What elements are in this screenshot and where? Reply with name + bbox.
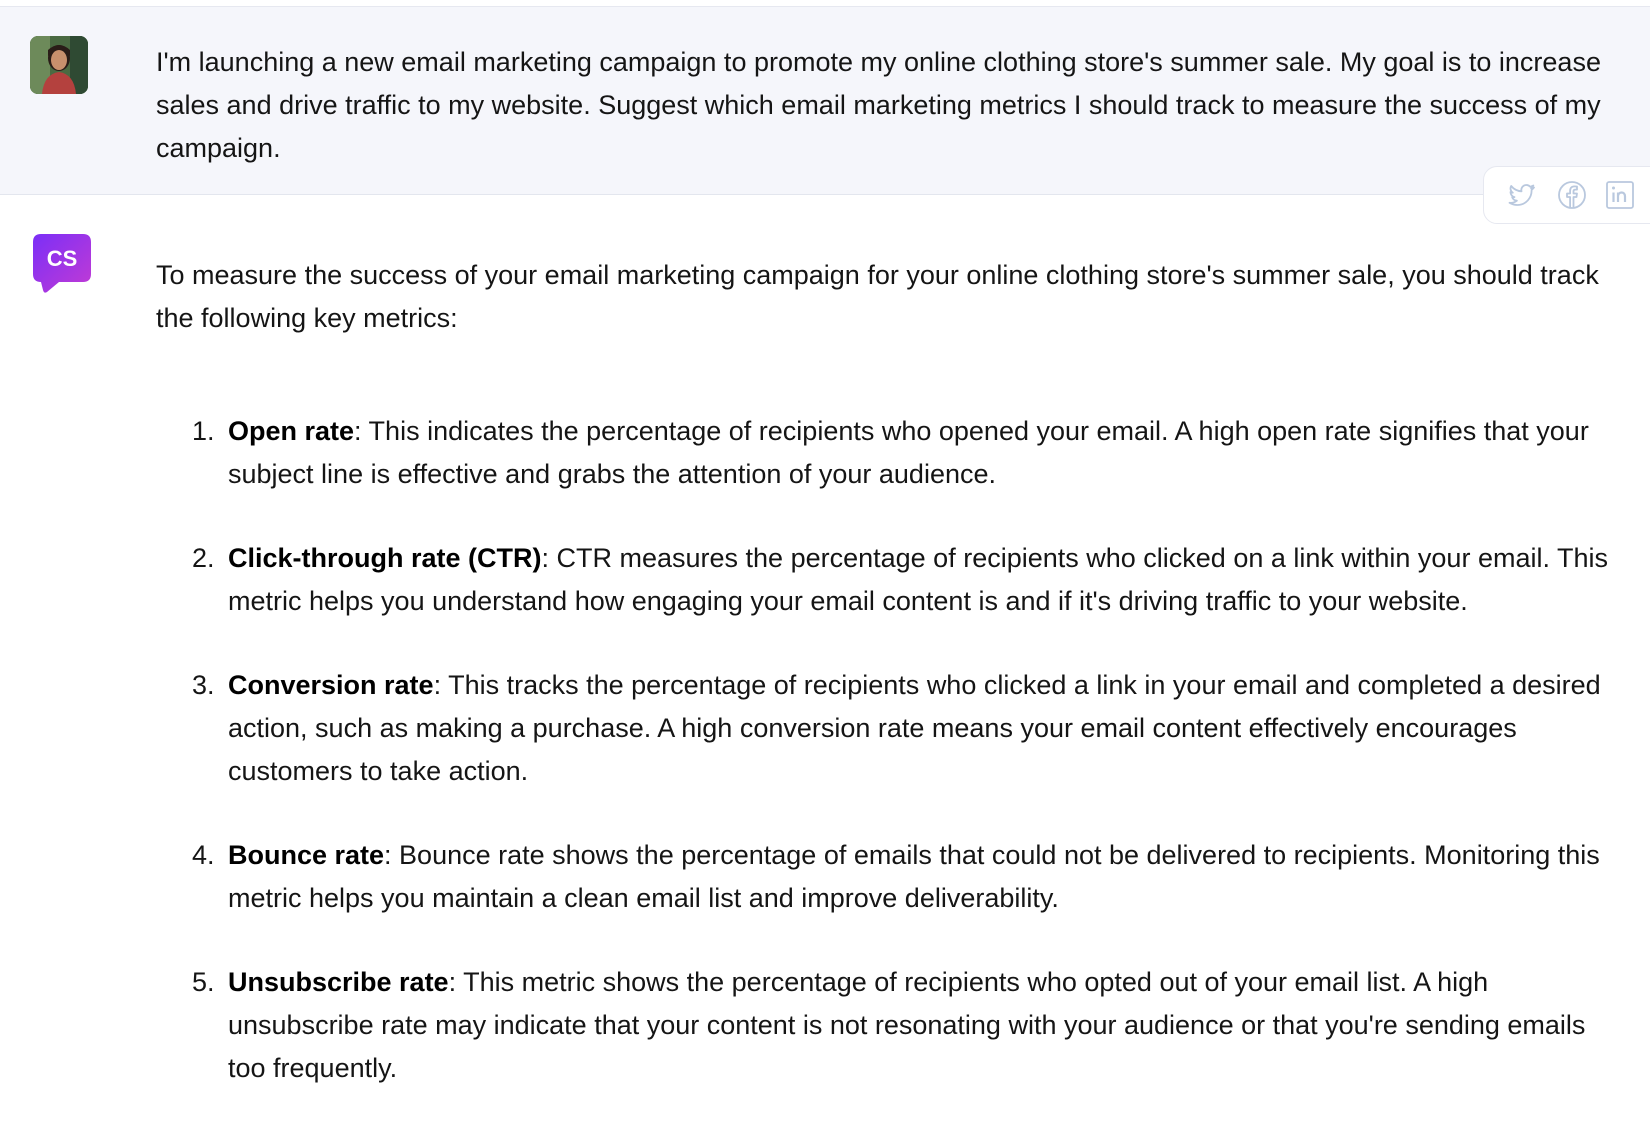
- assistant-logo-icon: [31, 232, 93, 294]
- assistant-avatar-text: CS: [46, 246, 78, 271]
- user-avatar: [30, 36, 88, 94]
- list-item: [192, 664, 1628, 793]
- list-item-number: 4.: [192, 840, 215, 870]
- metric-description: : CTR measures the percentage of recipients who clicked on a link within your email. This metric helps you understand how engaging your email content is and if it's driving traffic to your website.: [228, 543, 1608, 616]
- facebook-icon[interactable]: [1556, 179, 1588, 211]
- metric-name: Unsubscribe rate: [228, 967, 449, 997]
- assistant-avatar: [31, 232, 93, 294]
- metrics-list: [192, 410, 1628, 1131]
- metric-description: : This tracks the percentage of recipients who clicked a link in your email and completed a desired action, such as making a purchase. A high conversion rate means your email content effectively encourages customers to take action.: [228, 670, 1601, 786]
- list-item: [192, 961, 1628, 1090]
- metric-name: Click-through rate (CTR): [228, 543, 542, 573]
- list-item: [192, 410, 1628, 496]
- user-photo-icon: [30, 36, 88, 94]
- list-item-number: 3.: [192, 670, 215, 700]
- metric-name: Open rate: [228, 416, 355, 446]
- user-message-text: I'm launching a new email marketing campaign to promote my online clothing store's summer sale. My goal is to increase sales and drive traffic to my website. Suggest which email marketing metrics I should track to measure the success of my campaign.: [156, 47, 1601, 163]
- list-item-number: 2.: [192, 543, 215, 573]
- linkedin-icon[interactable]: [1604, 179, 1636, 211]
- top-divider: [0, 0, 1650, 7]
- metric-description: : This indicates the percentage of recipients who opened your email. A high open rate signifies that your subject line is effective and grabs the attention of your audience.: [228, 416, 1589, 489]
- share-bar: [1483, 166, 1650, 224]
- user-message: [0, 7, 1650, 195]
- metric-description: : This metric shows the percentage of recipients who opted out of your email list. A high unsubscribe rate may indicate that your content is not resonating with your audience or that you're sending emails too frequently.: [228, 967, 1586, 1083]
- metric-name: Conversion rate: [228, 670, 434, 700]
- list-item-number: 1.: [192, 416, 215, 446]
- list-item: [192, 834, 1628, 920]
- twitter-icon[interactable]: [1506, 179, 1538, 211]
- list-item: [192, 537, 1628, 623]
- metric-description: : Bounce rate shows the percentage of emails that could not be delivered to recipients. Monitoring this metric helps you maintain a clean email list and improve deliverability.: [228, 840, 1600, 913]
- list-item-number: 5.: [192, 967, 215, 997]
- metric-name: Bounce rate: [228, 840, 385, 870]
- assistant-intro-text: To measure the success of your email marketing campaign for your online clothing store's summer sale, you should track the following key metrics:: [156, 260, 1599, 333]
